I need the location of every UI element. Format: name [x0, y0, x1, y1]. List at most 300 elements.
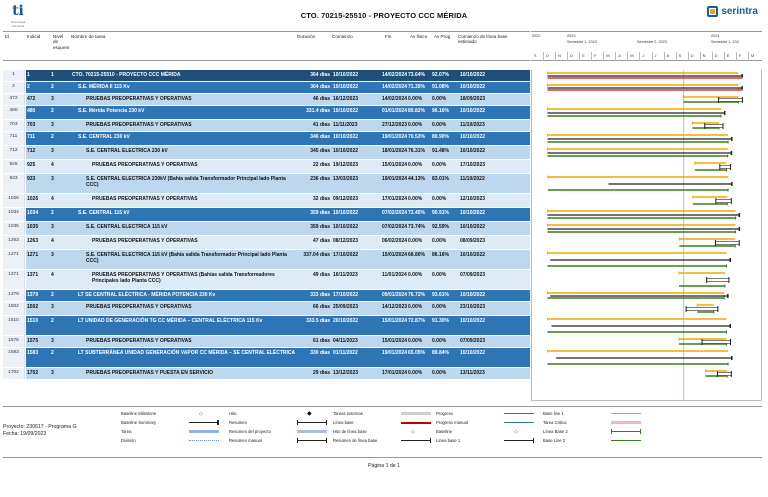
cell-duracion: 364 días — [310, 84, 330, 90]
cell-indicid: 933 — [27, 176, 36, 182]
report-header — [0, 0, 768, 30]
task-start — [719, 164, 720, 170]
cell-av-prog: 83.01% — [432, 176, 449, 182]
legend-swatch-icon — [399, 420, 433, 425]
cell-id: 1502 — [3, 302, 25, 315]
cell-av-fisico: 76.31% — [408, 148, 425, 154]
cell-comienzo: 10/10/2022 — [333, 224, 359, 230]
cell-av-fisico: 72.87% — [408, 318, 425, 324]
cell-id: 1583 — [3, 348, 25, 367]
cell-name: LT UNIDAD DE GENERACIÓN TG CC MÉRIDA – CENTRAL ELÉCTRICA 115 Kv — [78, 318, 263, 324]
timescale-divider — [591, 52, 592, 61]
col-header-id[interactable]: Id — [5, 34, 9, 39]
cell-fin: 06/02/2024 — [382, 238, 408, 244]
legend — [3, 406, 762, 458]
cell-duracion: 359 días — [310, 224, 330, 230]
legend-item — [229, 437, 329, 444]
table-row[interactable] — [3, 348, 530, 367]
cell-comienzo: 09/12/2023 — [333, 196, 359, 202]
cell-duracion: 29 días — [313, 370, 330, 376]
table-header — [3, 31, 530, 61]
legend-item — [229, 419, 329, 426]
cell-id: 711 — [3, 132, 25, 145]
cell-nivel: 1 — [51, 72, 54, 78]
table-row[interactable] — [3, 316, 530, 335]
table-row[interactable] — [3, 160, 530, 173]
task-start — [717, 371, 718, 377]
cell-nivel: 2 — [51, 350, 54, 356]
cell-fin: 17/01/2024 — [382, 196, 408, 202]
cell-fin: 07/02/2024 — [382, 210, 408, 216]
task-end — [731, 198, 732, 204]
cell-comienzo-base: 07/09/2023 — [460, 338, 486, 344]
cell-name: PRUEBAS PREOPERATIVAS Y OPERATIVAS — [86, 304, 192, 310]
cell-name: S.E. CENTRAL ELECTRICA 115 kV — [86, 224, 168, 230]
baseline-tick — [697, 304, 698, 307]
cell-name: S.E. CENTRAL 230 kV — [78, 134, 130, 140]
serintra-logo-icon — [707, 6, 718, 17]
table-row[interactable] — [3, 82, 530, 93]
cell-fin: 14/02/2024 — [382, 84, 408, 90]
table-row[interactable] — [3, 106, 530, 119]
row-cells — [26, 82, 530, 93]
legend-item — [543, 419, 643, 426]
table-row[interactable] — [3, 70, 530, 81]
cell-duracion: 359 días — [310, 210, 330, 216]
legend-item — [333, 428, 433, 435]
cell-av-prog: 89.90% — [432, 134, 449, 140]
cell-nivel: 3 — [51, 224, 54, 230]
cell-comienzo: 11/11/2023 — [333, 122, 358, 128]
row-cells — [26, 290, 530, 301]
legend-label: Baseline — [436, 429, 453, 434]
cell-id: 1510 — [3, 316, 25, 335]
cell-name: S.E. CENTRAL ELECTRICA 230 kV — [86, 148, 168, 154]
summary-end — [739, 213, 741, 217]
cell-fin: 19/01/2024 — [382, 134, 408, 140]
baseline-tick — [679, 238, 680, 241]
baseline-tick — [547, 108, 548, 111]
baseline-tick — [705, 370, 706, 373]
page-footer: Página 1 de 1 — [367, 463, 401, 469]
cell-nivel: 3 — [51, 122, 54, 128]
row-cells — [26, 70, 530, 81]
cell-nivel: 3 — [51, 148, 54, 154]
timescale-year: 2023 — [567, 34, 576, 38]
cell-nivel: 3 — [51, 370, 54, 376]
col-header-indicid[interactable]: Indicid — [27, 34, 41, 39]
timescale-divider — [555, 52, 556, 61]
baseline-tick — [726, 265, 727, 268]
cell-av-fisico: 0.00% — [408, 196, 423, 202]
report-title: CTO. 70215-25510 - PROYECTO CCC MÉRIDA — [300, 10, 468, 20]
cell-indicid: 1263 — [27, 238, 39, 244]
table-row[interactable] — [3, 132, 530, 145]
timescale-month: D — [714, 54, 718, 58]
cell-duracion: 22 días — [313, 162, 330, 168]
cell-name: S.E. CENTRAL ELECTRICA 230kV (Bahía salida Transformador Principal lado Planta CCC) — [86, 176, 286, 188]
cell-id: 1371 — [3, 270, 25, 289]
cell-name: PRUEBAS PREOPERATIVAS Y OPERATIVAS — [92, 196, 198, 202]
baseline-tick — [724, 297, 725, 300]
cell-name: S.E. CENTRAL 115 kV — [78, 210, 130, 216]
summary-end — [731, 151, 733, 155]
table-row[interactable] — [3, 222, 530, 235]
cell-comienzo: 19/12/2023 — [333, 162, 359, 168]
cell-comienzo-base: 23/10/2023 — [460, 304, 486, 310]
cell-av-prog: 0.00% — [432, 338, 447, 344]
timescale-month: A — [666, 54, 670, 58]
cell-nivel: 4 — [51, 196, 54, 202]
task-bar — [716, 200, 731, 203]
legend-label: Tareas externas — [333, 411, 363, 416]
legend-label: Resumen manual — [229, 438, 262, 443]
cell-comienzo: 10/10/2022 — [333, 210, 359, 216]
col-header-name[interactable]: Nombre de tarea — [71, 34, 106, 39]
timescale-semester: Semestre 2, 2023 — [637, 40, 667, 44]
timescale-divider — [676, 52, 677, 61]
timescale-divider — [688, 52, 689, 61]
legend-item — [436, 437, 536, 444]
cell-indicid: 1271 — [27, 252, 39, 258]
cell-av-fisico: 44.13% — [408, 176, 425, 182]
timescale-divider — [603, 52, 604, 61]
row-cells — [26, 302, 530, 315]
baseline-tick — [720, 115, 721, 118]
table-row[interactable] — [3, 250, 530, 269]
cell-comienzo: 17/10/2022 — [333, 292, 359, 298]
cell-indicid: 925 — [27, 162, 36, 168]
cell-av-fisico: 0.00% — [408, 162, 423, 168]
task-bar — [717, 373, 731, 376]
task-bar — [720, 166, 731, 169]
timescale-month: J — [654, 54, 657, 58]
cell-av-prog: 89.84% — [432, 350, 449, 356]
cell-av-prog: 0.00% — [432, 196, 447, 202]
cell-av-fisico: 0.00% — [408, 238, 423, 244]
baseline-tick — [678, 338, 679, 341]
summary-end — [729, 258, 731, 262]
cell-comienzo-base: 08/09/2023 — [460, 238, 486, 244]
row-cells — [26, 348, 530, 367]
col-header-nivel[interactable]: Nivel de esquem — [53, 34, 70, 50]
baseline-tick — [547, 318, 548, 321]
cell-comienzo-base: 11/10/2022 — [460, 176, 485, 182]
project-info — [3, 424, 93, 438]
gantt-body — [531, 70, 762, 401]
cell-duracion: 236 días — [310, 176, 330, 182]
gantt-timescale — [531, 31, 762, 61]
cell-duracion: 337.04 días — [303, 252, 330, 258]
cell-nivel: 4 — [51, 238, 54, 244]
summary-end — [724, 111, 726, 115]
cell-comienzo: 10/10/2022 — [333, 72, 359, 78]
timescale-semester: Semestre 1, 202 — [711, 40, 739, 44]
cell-name: PRUEBAS PREOPERATIVAS Y OPERATIVAS — [86, 96, 192, 102]
table-row[interactable] — [3, 290, 530, 301]
col-header-comienzo-base[interactable]: Comienzo de línea base estimado — [458, 34, 508, 45]
baseline-tick — [678, 272, 679, 275]
timescale-divider — [567, 52, 568, 61]
timescale-month: E — [726, 54, 730, 58]
cell-nivel: 2 — [51, 108, 54, 114]
cell-id: 480 — [3, 106, 25, 119]
cell-comienzo: 17/10/2022 — [333, 252, 359, 258]
legend-item — [333, 437, 433, 444]
cell-av-prog: 93.61% — [432, 292, 449, 298]
legend-item — [121, 428, 221, 435]
cell-av-fisico: 0.00% — [408, 96, 423, 102]
cell-indicid: 472 — [27, 96, 36, 102]
cell-nivel: 3 — [51, 96, 54, 102]
cell-comienzo: 25/09/2023 — [333, 304, 359, 310]
cell-indicid: 1502 — [27, 304, 39, 310]
task-start — [715, 198, 716, 204]
table-row[interactable] — [3, 368, 530, 379]
baseline-tick — [547, 84, 548, 87]
cell-av-fisico: 0.00% — [408, 304, 423, 310]
cell-indicid: 480 — [27, 108, 36, 114]
cell-indicid: 1026 — [27, 196, 39, 202]
cell-duracion: 331.4 días — [306, 108, 330, 114]
table-row[interactable] — [3, 146, 530, 159]
cell-comienzo-base: 13/11/2023 — [460, 370, 485, 376]
task-end — [739, 240, 740, 246]
baseline-tick — [547, 176, 548, 179]
cell-indicid: 712 — [27, 148, 36, 154]
col-header-comienzo[interactable]: Comienzo — [332, 34, 353, 39]
legend-swatch-icon — [609, 429, 643, 434]
cell-id: 2 — [3, 82, 25, 93]
legend-swatch-icon — [502, 420, 536, 425]
cell-av-prog: 0.00% — [432, 304, 447, 310]
logo-subtitle: Tecnología Industrial — [10, 20, 26, 28]
cell-indicid: 703 — [27, 122, 36, 128]
legend-swatch-icon — [502, 411, 536, 416]
cell-nivel: 3 — [51, 176, 54, 182]
cell-duracion: 46 días — [313, 96, 330, 102]
legend-item — [543, 410, 643, 417]
cell-duracion: 333.5 días — [306, 318, 330, 324]
col-header-av-prog[interactable]: Av Prog — [434, 34, 451, 39]
baseline-tick — [547, 292, 548, 295]
baseline-tick — [692, 196, 693, 199]
baseline-tick — [547, 134, 548, 137]
cell-indicid: 2 — [27, 84, 30, 90]
col-header-fin[interactable]: Fin — [385, 34, 392, 39]
cell-duracion: 47 días — [313, 238, 330, 244]
timescale-divider — [664, 52, 665, 61]
table-row[interactable] — [3, 208, 530, 221]
cell-duracion: 66 días — [313, 304, 330, 310]
legend-swatch-icon — [609, 420, 643, 425]
timescale-divider — [724, 52, 725, 61]
cell-comienzo-base: 10/10/2022 — [460, 72, 486, 78]
cell-fin: 18/01/2024 — [382, 148, 408, 154]
legend-label: Resumen del proyecto — [229, 429, 271, 434]
cell-comienzo-base: 12/10/2023 — [460, 196, 486, 202]
table-row[interactable] — [3, 302, 530, 315]
cell-id: 1575 — [3, 336, 25, 347]
row-cells — [26, 120, 530, 131]
timescale-month: E — [582, 54, 585, 58]
cell-nivel: 2 — [51, 134, 54, 140]
critical-bar — [547, 77, 742, 79]
cell-av-prog: 86.16% — [432, 252, 449, 258]
baseline-tick — [728, 189, 729, 192]
cell-comienzo: 16/12/2023 — [333, 96, 359, 102]
legend-swatch-icon — [187, 438, 221, 443]
cell-comienzo: 10/10/2022 — [333, 134, 359, 140]
baseline-tick — [547, 350, 548, 353]
row-cells — [26, 236, 530, 249]
cell-av-prog: 0.00% — [432, 370, 447, 376]
cell-id: 703 — [3, 120, 25, 131]
legend-swatch-icon — [295, 429, 329, 434]
legend-swatch-icon — [187, 420, 221, 425]
cell-av-prog: 0.00% — [432, 96, 447, 102]
cell-nivel: 2 — [51, 210, 54, 216]
cell-comienzo: 08/12/2023 — [333, 238, 359, 244]
cell-comienzo-base: 10/10/2022 — [460, 84, 486, 90]
timescale-month: M — [630, 54, 634, 58]
row-cells — [26, 194, 530, 207]
cell-name: LT SUBTERRÁNEA UNIDAD GENERACIÓN VAPOR CC MÉRIDA – SE CENTRAL ELÉCTRICA — [78, 350, 296, 356]
cell-comienzo-base: 17/10/2023 — [460, 162, 486, 168]
table-row[interactable] — [3, 120, 530, 131]
cell-comienzo: 13/12/2023 — [333, 370, 359, 376]
cell-av-prog: 90.91% — [432, 210, 449, 216]
baseline-tick — [547, 148, 548, 151]
cell-nivel: 4 — [51, 272, 54, 278]
cell-indicid: 1510 — [27, 318, 39, 324]
legend-label: Línea Base 2 — [543, 429, 568, 434]
cell-av-fisico: 0.00% — [408, 272, 423, 278]
task-bar — [702, 341, 731, 344]
task-end — [717, 306, 718, 312]
baseline-tick — [728, 363, 729, 366]
legend-item — [543, 437, 643, 444]
cell-av-fisico: 70.53% — [408, 134, 425, 140]
gantt-bars — [532, 70, 761, 401]
timescale-month: O — [546, 54, 550, 58]
cell-av-prog: 91.48% — [432, 148, 449, 154]
legend-swatch-icon: ◆ — [307, 411, 312, 417]
cell-duracion: 61 días — [313, 338, 330, 344]
cell-comienzo: 10/10/2022 — [333, 84, 359, 90]
row-cells — [26, 316, 530, 335]
cell-comienzo-base: 10/10/2022 — [460, 134, 486, 140]
legend-label: Tarea Critica — [543, 420, 567, 425]
row-cells — [26, 94, 530, 105]
cell-id: 472 — [3, 94, 25, 105]
row-cells — [26, 106, 530, 119]
cell-comienzo-base: 10/10/2022 — [460, 224, 486, 230]
legend-label: Progreso — [436, 411, 453, 416]
summary-end — [739, 227, 741, 231]
task-bar — [719, 99, 743, 102]
cell-name: S.E. MÉRIDA II 115 Kv — [78, 84, 130, 90]
legend-swatch-icon: ◇ — [514, 429, 518, 435]
legend-item — [436, 410, 536, 417]
cell-name: LT SE CENTRAL ELÉCTRICA - MÉRIDA POTENCIA 230 Kv — [78, 292, 216, 298]
legend-swatch-icon: ◇ — [411, 429, 415, 435]
cell-id: 1035 — [3, 222, 25, 235]
cell-av-prog: 92.07% — [432, 72, 449, 78]
cell-av-prog: 91.08% — [432, 84, 449, 90]
cell-nivel: 3 — [51, 252, 54, 258]
cell-name: S.E. Mérida Potencia 230 kV — [78, 108, 145, 114]
timescale-divider — [627, 52, 628, 61]
cell-fin: 15/01/2024 — [382, 162, 408, 168]
cell-name: PRUEBAS PREOPERATIVAS Y OPERATIVAS (Bahías salida Transformadores Principales lado Planta CCC) — [92, 272, 275, 284]
task-bar — [707, 279, 729, 282]
timescale-month: F — [594, 54, 597, 58]
baseline-tick — [735, 217, 736, 220]
legend-label: Progreso manual — [436, 420, 468, 425]
cell-comienzo-base: 10/10/2022 — [460, 350, 486, 356]
cell-indicid: 1034 — [27, 210, 39, 216]
cell-comienzo-base: 11/10/2023 — [460, 122, 485, 128]
baseline-tick — [727, 155, 728, 158]
company-logo-right — [707, 6, 758, 17]
company-logo-left — [5, 2, 31, 28]
cell-av-fisico: 65.05% — [408, 350, 425, 356]
table-row[interactable] — [3, 174, 530, 193]
legend-label: Base line 1 — [543, 411, 564, 416]
cell-duracion: 330 días — [310, 350, 330, 356]
cell-id: 1702 — [3, 368, 25, 379]
cell-comienzo-base: 10/10/2022 — [460, 292, 486, 298]
timescale-month: O — [690, 54, 694, 58]
cell-av-prog: 96.16% — [432, 108, 449, 114]
cell-av-fisico: 71.35% — [408, 84, 425, 90]
legend-label: Hito de línea base — [333, 429, 367, 434]
cell-av-prog: 0.00% — [432, 272, 447, 278]
row-cells — [26, 368, 530, 379]
legend-label: Tarea — [121, 429, 132, 434]
table-row[interactable] — [3, 336, 530, 347]
legend-item — [121, 437, 221, 444]
gantt-chart — [531, 31, 762, 401]
legend-item — [436, 419, 536, 426]
cell-id: 925 — [3, 160, 25, 173]
cell-id: 933 — [3, 174, 25, 193]
cell-name: PRUEBAS PREOPERATIVAS Y OPERATIVAS — [92, 162, 198, 168]
table-row[interactable] — [3, 270, 530, 289]
col-header-duracion[interactable]: Duración — [297, 34, 316, 39]
baseline-tick — [726, 169, 727, 172]
cell-fin: 15/01/2024 — [382, 338, 408, 344]
task-bar — [686, 308, 718, 311]
table-row[interactable] — [3, 94, 530, 105]
table-row[interactable] — [3, 236, 530, 249]
table-row[interactable] — [3, 194, 530, 207]
baseline-tick — [726, 331, 727, 334]
col-header-av-fisico[interactable]: Av físico — [410, 34, 428, 39]
cell-av-fisico: 73.74% — [408, 224, 425, 230]
cell-indicid: 1702 — [27, 370, 39, 376]
legend-label: Baseline Summary — [121, 420, 157, 425]
cell-name: S.E. CENTRAL ELECTRICA 115 kV (Bahía salida Transformador Principal lado Planta CCC) — [86, 252, 287, 264]
cell-indicid: 1575 — [27, 338, 39, 344]
baseline-tick — [683, 96, 684, 99]
cell-indicid: 1 — [27, 72, 30, 78]
cell-av-fisico: 0.00% — [408, 122, 423, 128]
timescale-month: S — [534, 54, 537, 58]
summary-end — [729, 324, 731, 328]
cell-av-prog: 0.00% — [432, 238, 447, 244]
